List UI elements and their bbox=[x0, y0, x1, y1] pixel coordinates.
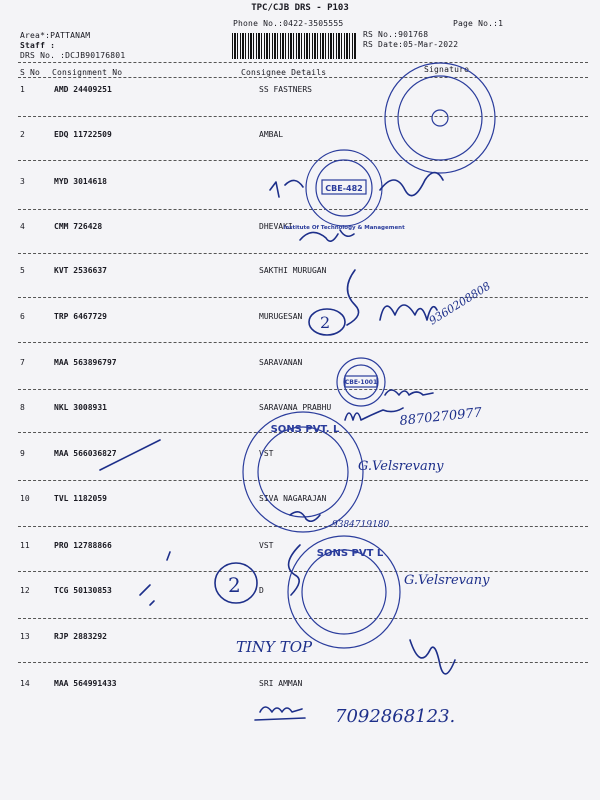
signature-13 bbox=[410, 640, 455, 674]
signature-4 bbox=[300, 230, 354, 241]
row-consignee: VST bbox=[259, 449, 274, 458]
row-consignment: TCG 50130853 bbox=[54, 586, 112, 595]
hand-phone-8: 8870270977 bbox=[398, 405, 483, 429]
hand-name-13: TINY TOP bbox=[236, 638, 313, 656]
row-sno: 10 bbox=[20, 494, 30, 503]
row-sno: 9 bbox=[20, 449, 25, 458]
tick-marks bbox=[140, 585, 154, 605]
col-consignee: Consignee Details bbox=[241, 68, 327, 77]
row-sno: 7 bbox=[20, 358, 25, 367]
row-consignee: SIVA NAGARAJAN bbox=[259, 494, 327, 503]
signature-12-flourish bbox=[289, 545, 300, 595]
signature-14 bbox=[255, 707, 305, 720]
circled-2-row12-text: 2 bbox=[228, 573, 241, 597]
row-consignment: MYD 3014618 bbox=[54, 177, 107, 186]
row-sno: 6 bbox=[20, 312, 25, 321]
hand-phone-14: 7092868123. bbox=[335, 706, 456, 727]
stamp-top-right bbox=[385, 63, 495, 173]
col-sno: S No bbox=[20, 68, 41, 77]
row-consignee: SAKTHI MURUGAN bbox=[259, 266, 327, 275]
row-consignment: TVL 1182059 bbox=[54, 494, 107, 503]
row-consignee: SARAVANA PRABHU bbox=[259, 403, 332, 412]
row-sno: 2 bbox=[20, 130, 25, 139]
row-sno: 12 bbox=[20, 586, 30, 595]
row-consignment: MAA 563896797 bbox=[54, 358, 117, 367]
hand-phone-6: 9360208808 bbox=[426, 279, 493, 328]
row-sno: 11 bbox=[20, 541, 30, 550]
row-consignee: MURUGESAN bbox=[259, 312, 303, 321]
row-consignment: EDQ 11722509 bbox=[54, 130, 112, 139]
row-consignee: SARAVANAN bbox=[259, 358, 303, 367]
row-consignment: MAA 564991433 bbox=[54, 679, 117, 688]
row-sno: 14 bbox=[20, 679, 30, 688]
sons-stamp-2-text: SONS PVT L bbox=[316, 548, 384, 559]
row-consignee: AMBAL bbox=[259, 130, 284, 139]
row-consignee: SRI AMMAN bbox=[259, 679, 303, 688]
row-consignment: KVT 2536637 bbox=[54, 266, 107, 275]
row-sno: 4 bbox=[20, 222, 25, 231]
row-sno: 8 bbox=[20, 403, 25, 412]
row-consignee: DHEVAKI bbox=[259, 222, 293, 231]
sons-stamp-1-text: SONS PVT. L bbox=[270, 424, 340, 435]
cbe-stamp-code: CBE-482 bbox=[325, 184, 363, 193]
row-consignment: CMM 726428 bbox=[54, 222, 103, 231]
row-consignment: AMD 24409251 bbox=[54, 85, 112, 94]
signature-5 bbox=[347, 270, 359, 325]
hand-name-9: G.Velsrevany bbox=[358, 459, 444, 474]
drs-number: DRS No. :DCJB90176801 bbox=[20, 51, 126, 60]
row-consignment: NKL 3008931 bbox=[54, 403, 107, 412]
row-consignee: D bbox=[259, 586, 264, 595]
row-consignee: VST bbox=[259, 541, 274, 550]
col-signature: Signature bbox=[424, 65, 470, 74]
row-consignment: TRP 6467729 bbox=[54, 312, 107, 321]
rs-number: RS No.:901768 bbox=[363, 30, 429, 39]
stamp-cbe bbox=[283, 150, 405, 231]
row-sno: 5 bbox=[20, 266, 25, 275]
cbe-stamp-ring-text: Institute Of Technology & Management bbox=[283, 225, 405, 231]
area-label: Area*:PATTANAM bbox=[20, 31, 91, 40]
row-consignment: MAA 566036827 bbox=[54, 449, 117, 458]
row-sno: 1 bbox=[20, 85, 25, 94]
signature-8 bbox=[345, 408, 403, 420]
hand-phone-10: 9384719180 bbox=[332, 520, 390, 530]
row-sno: 13 bbox=[20, 632, 30, 641]
phone-number: Phone No.:0422-3505555 bbox=[233, 19, 344, 28]
signature-7 bbox=[385, 390, 433, 395]
rs-date: RS Date:05-Mar-2022 bbox=[363, 40, 459, 49]
col-consignment: Consignment No bbox=[52, 68, 123, 77]
row-sno: 3 bbox=[20, 177, 25, 186]
stamp-sons-2 bbox=[288, 536, 400, 648]
stamp-cbe-small bbox=[337, 358, 385, 406]
hand-name-12: G.Velsrevany bbox=[404, 573, 490, 588]
circled-2-text: 2 bbox=[320, 313, 331, 332]
staff-label: Staff : bbox=[20, 41, 56, 50]
row-consignment: PRO 12788866 bbox=[54, 541, 112, 550]
row-consignment: RJP 2883292 bbox=[54, 632, 107, 641]
page-number: Page No.:1 bbox=[453, 19, 504, 28]
pen-marks bbox=[100, 440, 170, 560]
sheet-title: TPC/CJB DRS - P103 bbox=[251, 3, 349, 13]
cbe-small-code: CBE-1001 bbox=[344, 379, 378, 386]
row-consignee: SS FASTNERS bbox=[259, 85, 312, 94]
